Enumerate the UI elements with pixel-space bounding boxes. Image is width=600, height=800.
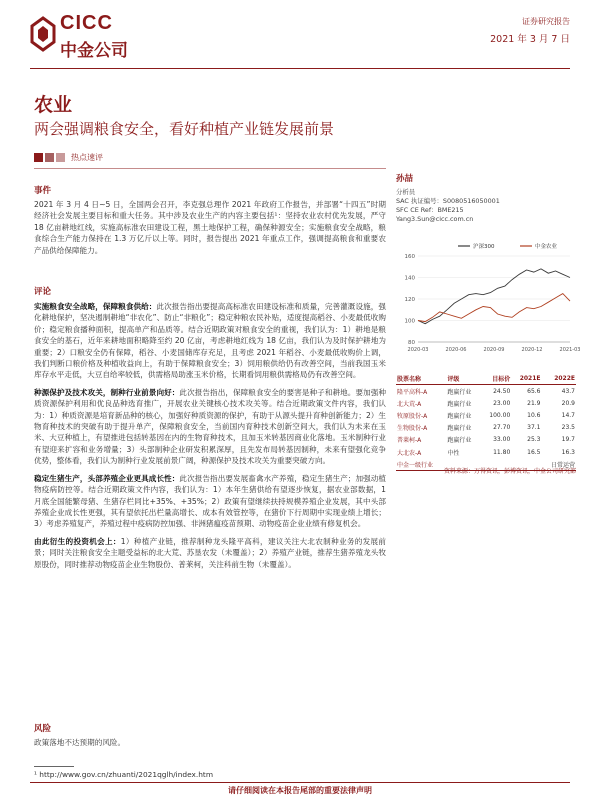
- p2-text: 此次报告指出，保障粮食安全的要害是种子和耕地。要加强种质资源保护利用和优良品种选育推广，开展农业关键核心技术攻关等。结合近期政策文件内容，我们认为：1）种质资源是培育新品种的核心，加强好种质资源的保护，有助于从源头提升育种创新能力；2）生物育种技术的突破有助于提升单产，保障粮食安全，当前国内育种技术创新空间大，我们认为未来在玉米、大豆种植上，有望推进包括转基因在内的生物育种技术，且加玉米转基因商业化落地。玉米制种行业有望迎来扩容和业务增量；3）头部制种企业研发积累深厚，且先发布局转基因制种，未来有望强化竞争优势，整体看，我们认为制种行业发展前景广阔，种源保护及技术攻关为重要突破方向。: [34, 387, 387, 466]
- legend-label: 沪深300: [473, 244, 495, 250]
- table-header-cell: 2021E: [511, 372, 541, 385]
- table-row: [396, 385, 576, 398]
- p4-lead: 由此衍生的投资机会上：: [34, 536, 121, 546]
- chart-source: 资料来源：万得资讯，彭博资讯，中金公司研究部: [443, 468, 576, 475]
- cicc-logo: [30, 12, 170, 62]
- y-tick-label: 80: [408, 340, 415, 346]
- series-line-0: [418, 269, 570, 324]
- table-header-row: [396, 372, 576, 385]
- table-cell: 43.7: [561, 387, 575, 395]
- analyst-email: Yang3.Sun@cicc.com.cn: [396, 215, 474, 223]
- comment-heading: 评论: [34, 287, 52, 297]
- report-type: 证券研究报告: [522, 17, 570, 26]
- table-cell: 20.9: [561, 399, 575, 407]
- table-row: [396, 422, 576, 434]
- event-section: [34, 184, 386, 256]
- table-cell: 65.6: [527, 387, 541, 395]
- table-cell: 牧原股份-A: [397, 412, 428, 420]
- table-row: [396, 409, 576, 421]
- table-cell: 33.00: [493, 436, 511, 444]
- table-header-cell: 评级: [446, 372, 480, 385]
- table-cell: 11.80: [493, 448, 511, 456]
- table-header-cell: 股票名称: [396, 372, 446, 385]
- series-line-1: [418, 294, 570, 322]
- risk-section: [34, 722, 386, 748]
- y-tick-label: 140: [404, 275, 415, 282]
- title-rule: [34, 168, 386, 169]
- table-cell: 10.6: [527, 411, 541, 419]
- cicc-logo-mark-icon: [30, 16, 56, 52]
- table-cell: 跑赢行业: [447, 400, 472, 408]
- table-row: [396, 397, 576, 409]
- x-tick-label: 2020-06: [445, 347, 467, 353]
- logo-cn: 中金公司: [60, 41, 128, 61]
- tag-label: 热点速评: [71, 153, 103, 162]
- p3-lead: 稳定生猪生产，头部养殖企业更具成长性：: [34, 473, 180, 483]
- comment-paragraph-1: [34, 301, 386, 381]
- table-cell: 日常运营: [542, 458, 577, 471]
- tag-square-icon: [34, 153, 43, 162]
- analyst-sac: SAC 执证编号：S0080516050001: [396, 197, 500, 205]
- report-title: 两会强调粮食安全，看好种植产业链发展前景: [34, 120, 335, 138]
- report-date: 2021 年 3 月 7 日: [490, 34, 570, 45]
- table-cell: 37.1: [527, 424, 541, 432]
- x-tick-label: 2020-12: [521, 347, 543, 353]
- performance-chart-svg: [396, 240, 581, 358]
- table-cell: 23.00: [493, 399, 511, 407]
- legend-label: 中金农业: [535, 244, 558, 250]
- table-cell: 北大荒-A: [397, 400, 422, 408]
- table-cell: 23.5: [561, 424, 575, 432]
- table-cell: 大北农-A: [397, 449, 422, 457]
- comment-paragraph-3: [34, 473, 386, 530]
- event-text: 2021 年 3 月 4 日~5 日，全国两会召开，李克强总理作 2021 年政府工作报告，并部署“十四五”时期经济社会发展主要目标和重大任务。其中涉及农业生产的内容主要包括¹：坚持农业农村优先发展，严守 18 亿亩耕地红线，实施高标准农田建设工程，黑土地保护工程，确保种源安全；实施粮食安全战略，粮食综合生产能力保持在 1.3 万亿斤以上等。同时，报告提出 2021 年重点工作，强调提高粮食和重要农产品供给保障能力。: [34, 200, 386, 255]
- table-cell: 24.50: [493, 387, 511, 395]
- tag-square-icon: [56, 153, 65, 162]
- analyst-sfc: SFC CE Ref：BME215: [396, 206, 464, 214]
- table-cell: 16.5: [527, 448, 541, 456]
- y-tick-label: 120: [404, 297, 415, 303]
- header-rule: [30, 68, 570, 69]
- x-tick-label: 2020-09: [483, 347, 505, 353]
- table-cell: 25.3: [527, 436, 541, 444]
- table-cell: 跑赢行业: [447, 437, 472, 445]
- x-tick-label: 2020-03: [407, 347, 429, 353]
- p2-lead: 种源保护及技术攻关，制种行业前景向好：: [34, 387, 180, 397]
- event-heading: 事件: [34, 186, 52, 196]
- table-cell: 普莱柯-A: [397, 437, 422, 445]
- comment-paragraph-4: [34, 536, 386, 570]
- risk-heading: 风险: [34, 724, 52, 734]
- table-cell: 21.9: [527, 399, 541, 407]
- table-row: [396, 434, 576, 446]
- table-cell: 14.7: [561, 411, 575, 419]
- section-title: 农业: [34, 94, 73, 116]
- table-cell: 27.70: [493, 424, 511, 432]
- footnote: ¹ http://www.gov.cn/zhuanti/2021qglh/index.htm: [34, 770, 214, 779]
- table-cell: 跑赢行业: [447, 388, 472, 396]
- comparison-table: [396, 372, 576, 471]
- footnote-rule: [34, 766, 74, 767]
- analyst-role: 分析员: [396, 188, 416, 196]
- comparison-table-block: [396, 372, 576, 471]
- table-cell: 中金一级行业: [396, 458, 446, 471]
- table-cell: 生物股份-A: [397, 425, 428, 433]
- risk-text: 政策落地不达预期的风险。: [34, 738, 126, 747]
- table-cell: 隆平高科-A: [397, 388, 428, 396]
- table-header-cell: 目标价: [481, 372, 511, 385]
- y-tick-label: 160: [404, 254, 415, 260]
- comment-paragraph-2: [34, 387, 386, 467]
- header-meta: [490, 16, 570, 45]
- table-row: [396, 446, 576, 458]
- tag-square-icon: [45, 153, 54, 162]
- table-cell: 中性: [447, 449, 460, 457]
- table-cell: 19.7: [561, 436, 575, 444]
- table-header-cell: 2022E: [542, 372, 577, 385]
- p4-text: 1）种植产业链，推荐制种龙头隆平高科，建议关注大北农制种业务的发展前景；同时关注粮食安全主题受益标的北大荒、苏垦农发（未覆盖）；2）养殖产业链，推荐生猪养殖龙头牧原股份，同时推荐动物疫苗企业生物股份、普莱柯，关注科前生物（未覆盖）。: [34, 536, 387, 569]
- y-tick-label: 100: [404, 318, 415, 325]
- p3-text: 此次报告指出要发展畜禽水产养殖，稳定生猪生产；加强动植物疫病防控等。结合近期政策文件内容，我们认为：1）本年生猪供给有望逐步恢复，据农业部数据，1 月底全国能繁母猪、生猪存栏同比+35%、+35%；2）政策有望继续扶持规模养殖企业发展，其中头部养殖企业成长性更强，其有望依托出栏量高增长、成本有效管控等，在猪价下行周期中实现业绩上增长；3）考虑养殖复产，养殖过程中疫病防控加强、非洲猪瘟疫苗预期、动物疫苗企业业绩有修复机会。: [34, 473, 387, 529]
- table-cell: 100.00: [489, 411, 511, 419]
- analyst-name: 孙喆: [396, 174, 414, 184]
- p1-lead: 实施粮食安全战略，保障粮食供给：: [34, 302, 157, 311]
- comment-section: [34, 285, 386, 570]
- logo-en: CICC: [60, 12, 113, 34]
- bottom-disclaimer: 请仔细阅读在本报告尾部的重要法律声明: [30, 782, 570, 796]
- table-cell: 跑赢行业: [447, 412, 472, 420]
- table-cell: 跑赢行业: [447, 425, 472, 433]
- performance-chart: [396, 240, 581, 360]
- p1-text: 此次报告指出要提高高标准农田建设标准和质量，完善灌溉设施，强化耕地保护，坚决遏制耕地“非农化”、防止“非粮化”；稳定种粮农民补贴，适度提高稻谷、小麦最低收购价；稳定粮食播种面积，提高单产和品质等。结合近期政策对粮食安全的重视，我们认为：1）耕地是粮食安全的基石，近年来耕地面积略降至约 20 亿亩，考虑耕地红线为 18 亿亩，我们认为及时保护耕地为重要；2）口粮安全仍有保障，稻谷、小麦国储库存充足，且考虑 2021 年稻谷、小麦最低收购价上调，我们判断口粮价格及种植收益向上，有助于保障粮食安全；3）饲用粮供给仍有改善空间，当前我国玉米库存水平走低，大豆自给率较低，供需格局助涨玉米价格，长期看饲用粮供需格局仍有改善空间。: [34, 302, 387, 380]
- table-cell: 16.3: [561, 448, 575, 456]
- analyst-block: [396, 172, 576, 224]
- report-tag: [34, 152, 103, 163]
- x-tick-label: 2021-03: [559, 347, 581, 353]
